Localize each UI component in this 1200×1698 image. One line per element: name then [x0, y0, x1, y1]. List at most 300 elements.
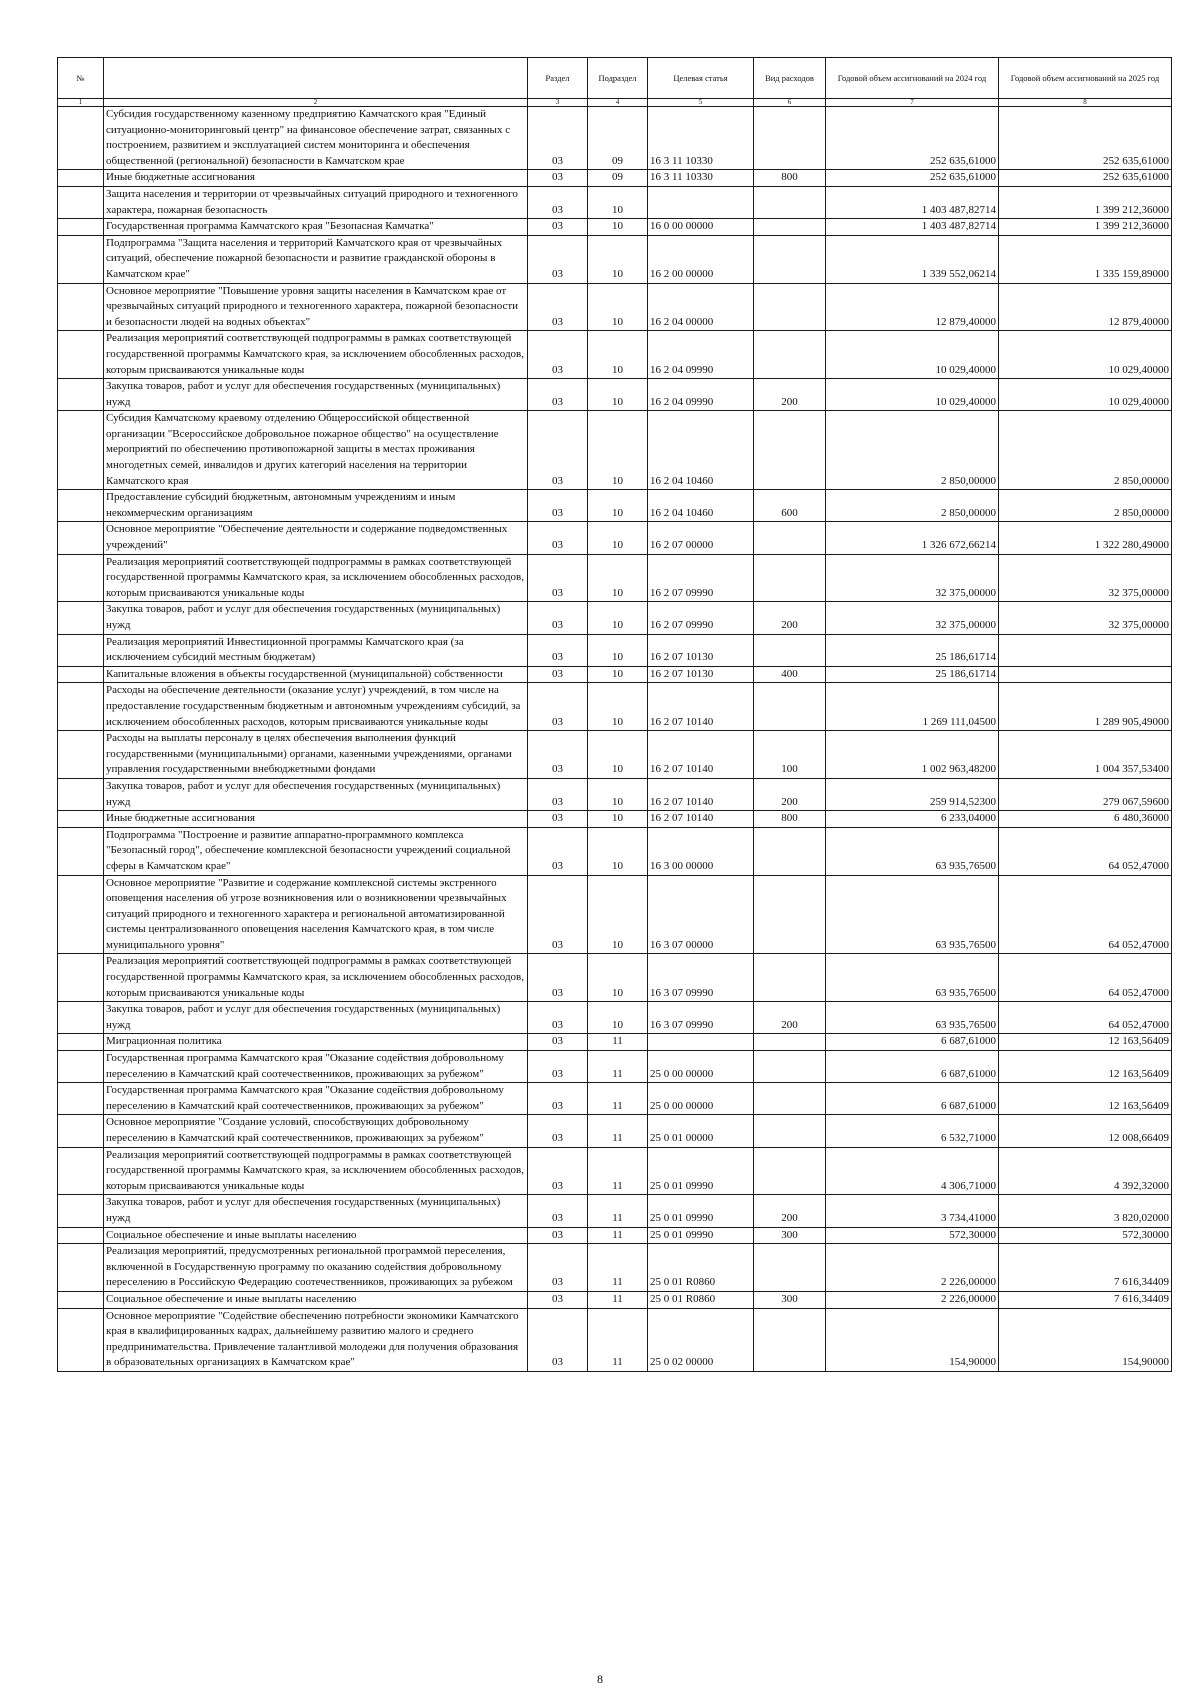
razdel-code: 03: [528, 1115, 588, 1147]
expense-name: Государственная программа Камчатского края "Оказание содействия добровольному переселению в Камчатский край соотечественников, проживающих за рубежом": [104, 1083, 528, 1115]
amount-2024: 2 850,00000: [826, 490, 999, 522]
target-article-code: 16 2 04 10460: [648, 490, 754, 522]
amount-2024: 6 233,04000: [826, 811, 999, 828]
amount-2025: [999, 634, 1172, 666]
row-number: [58, 1051, 104, 1083]
expense-type-code: [754, 1051, 826, 1083]
row-number: [58, 379, 104, 411]
expense-type-code: 600: [754, 490, 826, 522]
amount-2024: 2 850,00000: [826, 411, 999, 490]
target-article-code: 16 2 07 10140: [648, 811, 754, 828]
table-row: [58, 1195, 1172, 1227]
expense-name: Реализация мероприятий Инвестиционной программы Камчатского края (за исключением субсидий местным бюджетам): [104, 634, 528, 666]
podrazdel-code: 10: [588, 666, 648, 683]
table-row: [58, 235, 1172, 283]
amount-2025: 279 067,59600: [999, 778, 1172, 810]
razdel-code: 03: [528, 1083, 588, 1115]
razdel-code: 03: [528, 1034, 588, 1051]
row-number: [58, 1291, 104, 1308]
razdel-code: 03: [528, 283, 588, 331]
table-row: [58, 219, 1172, 236]
amount-2025: 64 052,47000: [999, 1002, 1172, 1034]
expense-name: Капитальные вложения в объекты государственной (муниципальной) собственности: [104, 666, 528, 683]
row-number: [58, 186, 104, 218]
expense-name: Защита населения и территории от чрезвычайных ситуаций природного и техногенного характера, пожарная безопасность: [104, 186, 528, 218]
razdel-code: 03: [528, 954, 588, 1002]
expense-type-code: [754, 1115, 826, 1147]
podrazdel-code: 10: [588, 875, 648, 954]
podrazdel-code: 10: [588, 186, 648, 218]
table-row: [58, 778, 1172, 810]
table-row: [58, 1227, 1172, 1244]
target-article-code: 25 0 01 R0860: [648, 1291, 754, 1308]
target-article-code: [648, 1034, 754, 1051]
expense-name: Закупка товаров, работ и услуг для обеспечения государственных (муниципальных) нужд: [104, 379, 528, 411]
razdel-code: 03: [528, 875, 588, 954]
target-article-code: 16 2 00 00000: [648, 235, 754, 283]
amount-2024: 252 635,61000: [826, 170, 999, 187]
podrazdel-code: 10: [588, 827, 648, 875]
expense-type-code: 300: [754, 1291, 826, 1308]
amount-2024: 3 734,41000: [826, 1195, 999, 1227]
row-number: [58, 778, 104, 810]
row-number: [58, 1115, 104, 1147]
budget-sheet: [57, 57, 1171, 1372]
table-header: [58, 58, 1172, 107]
table-row: [58, 1002, 1172, 1034]
col-number: 3: [528, 99, 588, 107]
row-number: [58, 107, 104, 170]
table-row: [58, 331, 1172, 379]
col-number: 6: [754, 99, 826, 107]
table-row: [58, 1083, 1172, 1115]
expense-type-code: [754, 522, 826, 554]
page-number: 8: [597, 1672, 603, 1686]
amount-2025: 6 480,36000: [999, 811, 1172, 828]
header-target-article: Целевая статья: [648, 58, 754, 99]
amount-2025: 32 375,00000: [999, 554, 1172, 602]
expense-name: Подпрограмма "Защита населения и территорий Камчатского края от чрезвычайных ситуаций, обеспечение пожарной безопасности и развитие гражданской обороны в Камчатском крае": [104, 235, 528, 283]
header-razdel: Раздел: [528, 58, 588, 99]
expense-name: Миграционная политика: [104, 1034, 528, 1051]
target-article-code: 16 2 07 09990: [648, 602, 754, 634]
expense-type-code: [754, 634, 826, 666]
table-row: [58, 827, 1172, 875]
expense-name: Закупка товаров, работ и услуг для обеспечения государственных (муниципальных) нужд: [104, 602, 528, 634]
amount-2024: 1 326 672,66214: [826, 522, 999, 554]
expense-name: Иные бюджетные ассигнования: [104, 811, 528, 828]
amount-2024: 25 186,61714: [826, 666, 999, 683]
razdel-code: 03: [528, 1308, 588, 1371]
expense-type-code: [754, 1244, 826, 1292]
expense-type-code: [754, 283, 826, 331]
amount-2024: 6 687,61000: [826, 1051, 999, 1083]
podrazdel-code: 10: [588, 379, 648, 411]
row-number: [58, 235, 104, 283]
table-row: [58, 811, 1172, 828]
podrazdel-code: 10: [588, 954, 648, 1002]
amount-2025: 64 052,47000: [999, 827, 1172, 875]
expense-type-code: 200: [754, 379, 826, 411]
amount-2024: 259 914,52300: [826, 778, 999, 810]
razdel-code: 03: [528, 811, 588, 828]
target-article-code: 16 2 07 00000: [648, 522, 754, 554]
amount-2025: 12 879,40000: [999, 283, 1172, 331]
amount-2025: 572,30000: [999, 1227, 1172, 1244]
row-number: [58, 683, 104, 731]
expense-name: Реализация мероприятий, предусмотренных региональной программой переселения, включенной в Государственную программу по оказанию содействия добровольному переселению в Российскую Федерацию соотечественников, проживающих за рубежом: [104, 1244, 528, 1292]
expense-name: Реализация мероприятий соответствующей подпрограммы в рамках соответствующей государственной программы Камчатского края, за исключением обособленных расходов, которым присваиваются уникальные коды: [104, 331, 528, 379]
column-number-row: [58, 99, 1172, 107]
table-row: [58, 170, 1172, 187]
expense-name: Основное мероприятие "Содействие обеспечению потребности экономики Камчатского края в квалифицированных кадрах, дальнейшему развитию малого и среднего предпринимательства. Привлечение талантливой молодежи для получения образования в образовательных организациях в Камчатском крае": [104, 1308, 528, 1371]
podrazdel-code: 10: [588, 1002, 648, 1034]
amount-2025: 64 052,47000: [999, 875, 1172, 954]
expense-type-code: 200: [754, 1195, 826, 1227]
amount-2024: 1 339 552,06214: [826, 235, 999, 283]
header-expense-type: Вид расходов: [754, 58, 826, 99]
target-article-code: 25 0 01 00000: [648, 1115, 754, 1147]
amount-2024: 63 935,76500: [826, 954, 999, 1002]
target-article-code: 16 2 04 10460: [648, 411, 754, 490]
razdel-code: 03: [528, 554, 588, 602]
target-article-code: 16 2 07 10130: [648, 666, 754, 683]
amount-2024: 4 306,71000: [826, 1147, 999, 1195]
amount-2025: 1 399 212,36000: [999, 186, 1172, 218]
table-row: [58, 554, 1172, 602]
target-article-code: 16 2 04 09990: [648, 379, 754, 411]
amount-2024: 6 687,61000: [826, 1034, 999, 1051]
table-row: [58, 1244, 1172, 1292]
expense-type-code: [754, 875, 826, 954]
expense-type-code: 100: [754, 731, 826, 779]
target-article-code: 16 2 04 09990: [648, 331, 754, 379]
table-row: [58, 602, 1172, 634]
amount-2025: 2 850,00000: [999, 490, 1172, 522]
razdel-code: 03: [528, 1227, 588, 1244]
expense-type-code: 200: [754, 602, 826, 634]
podrazdel-code: 11: [588, 1115, 648, 1147]
razdel-code: 03: [528, 235, 588, 283]
podrazdel-code: 10: [588, 283, 648, 331]
expense-name: Основное мероприятие "Повышение уровня защиты населения в Камчатском крае от чрезвычайных ситуаций природного и техногенного характера, пожарной безопасности и безопасности людей на водных объектах": [104, 283, 528, 331]
row-number: [58, 811, 104, 828]
razdel-code: 03: [528, 379, 588, 411]
header-podrazdel: Подраздел: [588, 58, 648, 99]
amount-2024: 2 226,00000: [826, 1244, 999, 1292]
podrazdel-code: 10: [588, 602, 648, 634]
podrazdel-code: 10: [588, 811, 648, 828]
expense-name: Основное мероприятие "Развитие и содержание комплексной системы экстренного оповещения населения об угрозе возникновения или о возникновении чрезвычайных ситуаций природного и техногенного характера и региональной автоматизированной системы централизованного оповещения населения Камчатского края, в том числе муниципального уровня": [104, 875, 528, 954]
row-number: [58, 283, 104, 331]
row-number: [58, 1147, 104, 1195]
podrazdel-code: 11: [588, 1291, 648, 1308]
amount-2025: 1 399 212,36000: [999, 219, 1172, 236]
amount-2025: 252 635,61000: [999, 107, 1172, 170]
razdel-code: 03: [528, 1002, 588, 1034]
razdel-code: 03: [528, 778, 588, 810]
amount-2025: 1 322 280,49000: [999, 522, 1172, 554]
col-number: 1: [58, 99, 104, 107]
table-row: [58, 683, 1172, 731]
table-row: [58, 1308, 1172, 1371]
razdel-code: 03: [528, 186, 588, 218]
podrazdel-code: 10: [588, 683, 648, 731]
table-row: [58, 666, 1172, 683]
expense-type-code: [754, 107, 826, 170]
razdel-code: 03: [528, 170, 588, 187]
amount-2025: 7 616,34409: [999, 1291, 1172, 1308]
amount-2024: 63 935,76500: [826, 875, 999, 954]
amount-2024: 10 029,40000: [826, 331, 999, 379]
col-number: 8: [999, 99, 1172, 107]
expense-name: Основное мероприятие "Обеспечение деятельности и содержание подведомственных учреждений": [104, 522, 528, 554]
table-row: [58, 186, 1172, 218]
expense-name: Реализация мероприятий соответствующей подпрограммы в рамках соответствующей государственной программы Камчатского края, за исключением обособленных расходов, которым присваиваются уникальные коды: [104, 554, 528, 602]
row-number: [58, 411, 104, 490]
table-row: [58, 411, 1172, 490]
expense-type-code: 800: [754, 170, 826, 187]
target-article-code: 25 0 01 09990: [648, 1195, 754, 1227]
row-number: [58, 875, 104, 954]
amount-2024: 6 532,71000: [826, 1115, 999, 1147]
podrazdel-code: 11: [588, 1083, 648, 1115]
expense-name: Закупка товаров, работ и услуг для обеспечения государственных (муниципальных) нужд: [104, 778, 528, 810]
amount-2025: 12 163,56409: [999, 1083, 1172, 1115]
target-article-code: 16 2 07 10140: [648, 683, 754, 731]
table-row: [58, 1034, 1172, 1051]
target-article-code: 16 3 11 10330: [648, 170, 754, 187]
expense-type-code: [754, 1308, 826, 1371]
expense-name: Расходы на выплаты персоналу в целях обеспечения выполнения функций государственными (муниципальными) органами, казенными учреждениями, органами управления государственными внебюджетными фондами: [104, 731, 528, 779]
target-article-code: 16 3 07 09990: [648, 1002, 754, 1034]
expense-name: Субсидия Камчатскому краевому отделению Общероссийской общественной организации "Всероссийское добровольное пожарное общество" на осуществление мероприятий по обеспечению противопожарной защиты в местах проживания многодетных семей, инвалидов и других категорий населения на территории Камчатского края: [104, 411, 528, 490]
table-row: [58, 875, 1172, 954]
podrazdel-code: 10: [588, 634, 648, 666]
amount-2024: 10 029,40000: [826, 379, 999, 411]
expense-name: Предоставление субсидий бюджетным, автономным учреждениям и иным некоммерческим организациям: [104, 490, 528, 522]
amount-2024: 63 935,76500: [826, 1002, 999, 1034]
header-amount-2024: Годовой объем ассигнований на 2024 год: [826, 58, 999, 99]
expense-name: Государственная программа Камчатского края "Безопасная Камчатка": [104, 219, 528, 236]
podrazdel-code: 11: [588, 1244, 648, 1292]
row-number: [58, 1308, 104, 1371]
row-number: [58, 1227, 104, 1244]
expense-type-code: [754, 331, 826, 379]
podrazdel-code: 10: [588, 219, 648, 236]
table-row: [58, 1051, 1172, 1083]
amount-2024: 572,30000: [826, 1227, 999, 1244]
table-row: [58, 107, 1172, 170]
row-number: [58, 731, 104, 779]
amount-2024: 32 375,00000: [826, 602, 999, 634]
expense-name: Социальное обеспечение и иные выплаты населению: [104, 1227, 528, 1244]
expense-type-code: [754, 219, 826, 236]
expense-name: Иные бюджетные ассигнования: [104, 170, 528, 187]
podrazdel-code: 10: [588, 731, 648, 779]
amount-2025: 7 616,34409: [999, 1244, 1172, 1292]
col-number: 2: [104, 99, 528, 107]
amount-2024: 12 879,40000: [826, 283, 999, 331]
table-body: [58, 107, 1172, 1372]
amount-2024: 252 635,61000: [826, 107, 999, 170]
amount-2025: 64 052,47000: [999, 954, 1172, 1002]
row-number: [58, 490, 104, 522]
row-number: [58, 170, 104, 187]
podrazdel-code: 10: [588, 411, 648, 490]
razdel-code: 03: [528, 411, 588, 490]
row-number: [58, 522, 104, 554]
amount-2025: 2 850,00000: [999, 411, 1172, 490]
amount-2024: 154,90000: [826, 1308, 999, 1371]
target-article-code: 16 3 07 00000: [648, 875, 754, 954]
header-num: №: [58, 58, 104, 99]
amount-2025: 1 289 905,49000: [999, 683, 1172, 731]
amount-2024: 32 375,00000: [826, 554, 999, 602]
table-row: [58, 1115, 1172, 1147]
row-number: [58, 827, 104, 875]
expense-name: Социальное обеспечение и иные выплаты населению: [104, 1291, 528, 1308]
amount-2025: 10 029,40000: [999, 379, 1172, 411]
col-number: 4: [588, 99, 648, 107]
target-article-code: 16 2 04 00000: [648, 283, 754, 331]
row-number: [58, 1002, 104, 1034]
row-number: [58, 1083, 104, 1115]
target-article-code: 16 3 11 10330: [648, 107, 754, 170]
target-article-code: 25 0 01 09990: [648, 1147, 754, 1195]
podrazdel-code: 11: [588, 1227, 648, 1244]
amount-2025: 32 375,00000: [999, 602, 1172, 634]
amount-2025: 12 163,56409: [999, 1051, 1172, 1083]
expense-type-code: 400: [754, 666, 826, 683]
expense-type-code: [754, 1147, 826, 1195]
target-article-code: 25 0 00 00000: [648, 1083, 754, 1115]
amount-2024: 25 186,61714: [826, 634, 999, 666]
razdel-code: 03: [528, 1195, 588, 1227]
row-number: [58, 1034, 104, 1051]
target-article-code: 25 0 00 00000: [648, 1051, 754, 1083]
expense-name: Основное мероприятие "Создание условий, способствующих добровольному переселению в Камчатский край соотечественников, проживающих за рубежом": [104, 1115, 528, 1147]
expense-type-code: 200: [754, 1002, 826, 1034]
podrazdel-code: 11: [588, 1147, 648, 1195]
row-number: [58, 602, 104, 634]
row-number: [58, 219, 104, 236]
razdel-code: 03: [528, 331, 588, 379]
expense-type-code: [754, 186, 826, 218]
target-article-code: 16 2 07 10140: [648, 731, 754, 779]
amount-2025: 10 029,40000: [999, 331, 1172, 379]
row-number: [58, 1195, 104, 1227]
expense-name: Реализация мероприятий соответствующей подпрограммы в рамках соответствующей государственной программы Камчатского края, за исключением обособленных расходов, которым присваиваются уникальные коды: [104, 954, 528, 1002]
row-number: [58, 331, 104, 379]
amount-2024: 1 269 111,04500: [826, 683, 999, 731]
expense-name: Реализация мероприятий соответствующей подпрограммы в рамках соответствующей государственной программы Камчатского края, за исключением обособленных расходов, которым присваиваются уникальные коды: [104, 1147, 528, 1195]
target-article-code: 25 0 01 09990: [648, 1227, 754, 1244]
expense-name: Расходы на обеспечение деятельности (оказание услуг) учреждений, в том числе на предоставление государственным бюджетным и автономным учреждениям субсидий, за исключением обособленных расходов, которым присваиваются уникальные коды: [104, 683, 528, 731]
header-amount-2025: Годовой объем ассигнований на 2025 год: [999, 58, 1172, 99]
podrazdel-code: 11: [588, 1034, 648, 1051]
razdel-code: 03: [528, 522, 588, 554]
podrazdel-code: 10: [588, 331, 648, 379]
table-row: [58, 731, 1172, 779]
amount-2024: 1 403 487,82714: [826, 186, 999, 218]
header-name: [104, 58, 528, 99]
expense-type-code: [754, 1083, 826, 1115]
table-row: [58, 1291, 1172, 1308]
razdel-code: 03: [528, 634, 588, 666]
expense-type-code: 200: [754, 778, 826, 810]
razdel-code: 03: [528, 490, 588, 522]
expense-name: Закупка товаров, работ и услуг для обеспечения государственных (муниципальных) нужд: [104, 1002, 528, 1034]
amount-2025: 12 008,66409: [999, 1115, 1172, 1147]
podrazdel-code: 10: [588, 235, 648, 283]
amount-2024: 63 935,76500: [826, 827, 999, 875]
expense-type-code: [754, 554, 826, 602]
row-number: [58, 1244, 104, 1292]
podrazdel-code: 10: [588, 778, 648, 810]
expense-name: Закупка товаров, работ и услуг для обеспечения государственных (муниципальных) нужд: [104, 1195, 528, 1227]
table-row: [58, 1147, 1172, 1195]
amount-2025: 154,90000: [999, 1308, 1172, 1371]
podrazdel-code: 09: [588, 107, 648, 170]
table-row: [58, 954, 1172, 1002]
amount-2024: 1 002 963,48200: [826, 731, 999, 779]
amount-2025: 4 392,32000: [999, 1147, 1172, 1195]
razdel-code: 03: [528, 1051, 588, 1083]
amount-2025: 12 163,56409: [999, 1034, 1172, 1051]
budget-table: [57, 57, 1172, 1372]
razdel-code: 03: [528, 1291, 588, 1308]
target-article-code: 16 2 07 10130: [648, 634, 754, 666]
razdel-code: 03: [528, 827, 588, 875]
expense-type-code: 800: [754, 811, 826, 828]
expense-type-code: [754, 827, 826, 875]
amount-2025: 1 335 159,89000: [999, 235, 1172, 283]
row-number: [58, 554, 104, 602]
expense-name: Государственная программа Камчатского края "Оказание содействия добровольному переселению в Камчатский край соотечественников, проживающих за рубежом": [104, 1051, 528, 1083]
target-article-code: 25 0 01 R0860: [648, 1244, 754, 1292]
amount-2025: [999, 666, 1172, 683]
target-article-code: 16 2 07 10140: [648, 778, 754, 810]
razdel-code: 03: [528, 1244, 588, 1292]
amount-2024: 1 403 487,82714: [826, 219, 999, 236]
amount-2024: 2 226,00000: [826, 1291, 999, 1308]
target-article-code: 16 0 00 00000: [648, 219, 754, 236]
expense-name: Субсидия государственному казенному предприятию Камчатского края "Единый ситуационно-мониторинговый центр" на финансовое обеспечение затрат, связанных с построением, развитием и эксплуатацией систем мониторинга и обеспечения общественной (региональной) безопасности в Камчатском крае: [104, 107, 528, 170]
razdel-code: 03: [528, 107, 588, 170]
podrazdel-code: 10: [588, 522, 648, 554]
expense-type-code: [754, 235, 826, 283]
table-row: [58, 379, 1172, 411]
razdel-code: 03: [528, 1147, 588, 1195]
podrazdel-code: 10: [588, 554, 648, 602]
expense-type-code: [754, 683, 826, 731]
table-row: [58, 634, 1172, 666]
col-number: 7: [826, 99, 999, 107]
expense-type-code: [754, 954, 826, 1002]
target-article-code: 16 3 00 00000: [648, 827, 754, 875]
razdel-code: 03: [528, 666, 588, 683]
podrazdel-code: 11: [588, 1051, 648, 1083]
row-number: [58, 634, 104, 666]
table-row: [58, 522, 1172, 554]
target-article-code: [648, 186, 754, 218]
amount-2025: 1 004 357,53400: [999, 731, 1172, 779]
razdel-code: 03: [528, 683, 588, 731]
expense-type-code: 300: [754, 1227, 826, 1244]
target-article-code: 25 0 02 00000: [648, 1308, 754, 1371]
row-number: [58, 954, 104, 1002]
